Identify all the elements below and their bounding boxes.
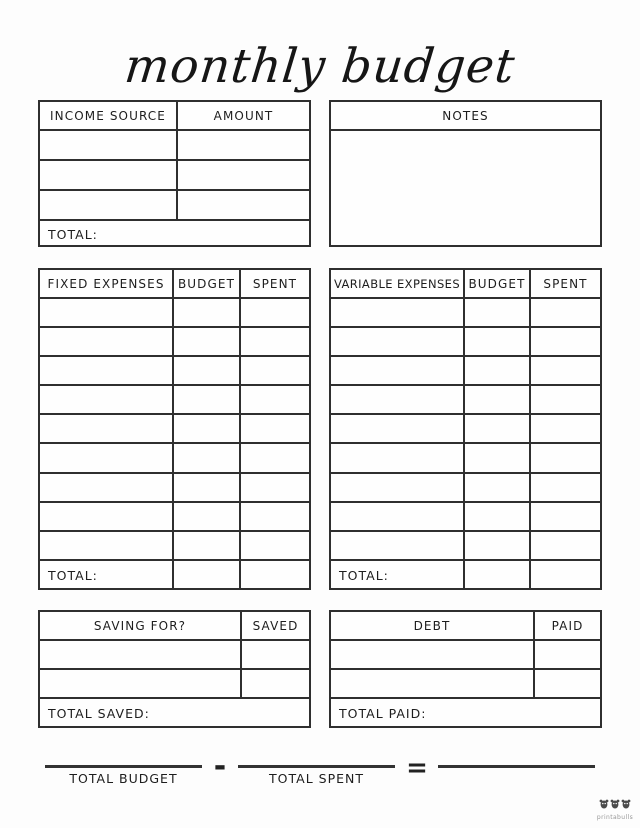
income-row: [39, 190, 310, 220]
variable-total-budget-cell[interactable]: [464, 560, 530, 589]
variable-expense-spent-cell[interactable]: [530, 443, 601, 472]
fixed-expense-budget-cell[interactable]: [173, 327, 240, 356]
income-table: [38, 100, 311, 245]
variable-expense-name-cell[interactable]: [330, 443, 464, 472]
income-amount-header: AMOUNT: [177, 101, 310, 130]
fixed-expense-spent-cell[interactable]: [240, 473, 310, 502]
total-spent-group: [238, 752, 395, 786]
total-budget-blank[interactable]: [45, 752, 202, 768]
fixed-total-spent-cell[interactable]: [240, 560, 310, 589]
income-source-cell[interactable]: [39, 190, 177, 220]
fixed-expense-spent-cell[interactable]: [240, 414, 310, 443]
saving-for-cell[interactable]: [39, 669, 241, 698]
fixed-expense-name-cell[interactable]: [39, 502, 173, 531]
debt-row: [330, 669, 601, 698]
fixed-expense-name-cell[interactable]: [39, 356, 173, 385]
variable-expense-spent-cell[interactable]: [530, 531, 601, 560]
variable-expense-row: [330, 531, 601, 560]
fixed-expense-budget-cell[interactable]: [173, 298, 240, 327]
variable-expense-budget-cell[interactable]: [464, 356, 530, 385]
fixed-expense-name-cell[interactable]: [39, 298, 173, 327]
fixed-expenses-header: FIXED EXPENSES: [39, 269, 173, 298]
variable-expense-name-cell[interactable]: [330, 298, 464, 327]
paid-header: PAID: [534, 611, 601, 640]
variable-budget-header: BUDGET: [464, 269, 530, 298]
fixed-expense-row: [39, 356, 310, 385]
fixed-expense-row: [39, 531, 310, 560]
variable-expense-budget-cell[interactable]: [464, 385, 530, 414]
variable-expense-spent-cell[interactable]: [530, 414, 601, 443]
fixed-expense-row: [39, 473, 310, 502]
fixed-expense-spent-cell[interactable]: [240, 298, 310, 327]
fixed-total-label-cell: [39, 560, 173, 589]
variable-expense-budget-cell[interactable]: [464, 443, 530, 472]
variable-expenses-header: VARIABLE EXPENSES: [330, 269, 464, 298]
income-total-label: TOTAL:: [48, 226, 98, 242]
income-source-header: INCOME SOURCE: [39, 101, 177, 130]
total-budget-label: TOTAL BUDGET: [69, 771, 178, 786]
savings-row: [39, 669, 310, 698]
variable-expense-spent-cell[interactable]: [530, 385, 601, 414]
fixed-expense-budget-cell[interactable]: [173, 385, 240, 414]
saved-amount-cell[interactable]: [241, 669, 310, 698]
fixed-expense-name-cell[interactable]: [39, 473, 173, 502]
fixed-expense-row: [39, 298, 310, 327]
variable-expense-budget-cell[interactable]: [464, 327, 530, 356]
fixed-expense-row: [39, 414, 310, 443]
fixed-expense-budget-cell[interactable]: [173, 443, 240, 472]
variable-expense-row: [330, 473, 601, 502]
minus-operator: -: [213, 749, 227, 784]
total-saved-label: TOTAL SAVED:: [48, 706, 150, 721]
fixed-expense-budget-cell[interactable]: [173, 356, 240, 385]
notes-body-cell[interactable]: [330, 130, 601, 246]
savings-table: [38, 610, 311, 727]
fixed-total-budget-cell[interactable]: [173, 560, 240, 589]
debt-row: [330, 640, 601, 669]
fixed-expense-spent-cell[interactable]: [240, 356, 310, 385]
page-title: monthly budget: [122, 39, 518, 95]
fixed-expense-budget-cell[interactable]: [173, 531, 240, 560]
printabulls-logo: [596, 795, 634, 821]
variable-expense-spent-cell[interactable]: [530, 356, 601, 385]
income-amount-cell[interactable]: [177, 130, 310, 160]
fixed-expense-spent-cell[interactable]: [240, 531, 310, 560]
paid-amount-cell[interactable]: [534, 669, 601, 698]
variable-expense-budget-cell[interactable]: [464, 473, 530, 502]
total-paid-cell[interactable]: [330, 698, 601, 727]
debt-header: DEBT: [330, 611, 534, 640]
notes-header: NOTES: [330, 101, 601, 130]
variable-expense-name-cell[interactable]: [330, 531, 464, 560]
fixed-expense-row: [39, 385, 310, 414]
notes-box: [329, 100, 602, 245]
total-spent-blank[interactable]: [238, 752, 395, 768]
income-source-cell[interactable]: [39, 130, 177, 160]
variable-expense-name-cell[interactable]: [330, 356, 464, 385]
total-budget-group: [45, 752, 202, 786]
fixed-expense-spent-cell[interactable]: [240, 385, 310, 414]
variable-expense-spent-cell[interactable]: [530, 473, 601, 502]
variable-expense-name-cell[interactable]: [330, 502, 464, 531]
variable-spent-header: SPENT: [530, 269, 601, 298]
fixed-expense-spent-cell[interactable]: [240, 443, 310, 472]
fixed-expense-name-cell[interactable]: [39, 414, 173, 443]
fixed-spent-header: SPENT: [240, 269, 310, 298]
variable-total-label: TOTAL:: [339, 567, 389, 583]
income-source-cell[interactable]: [39, 160, 177, 190]
fixed-expense-spent-cell[interactable]: [240, 502, 310, 531]
debt-name-cell[interactable]: [330, 640, 534, 669]
saved-amount-cell[interactable]: [241, 640, 310, 669]
saved-header: SAVED: [241, 611, 310, 640]
variable-expense-name-cell[interactable]: [330, 414, 464, 443]
debt-name-cell[interactable]: [330, 669, 534, 698]
variable-expense-spent-cell[interactable]: [530, 502, 601, 531]
variable-total-spent-cell[interactable]: [530, 560, 601, 589]
variable-expense-name-cell[interactable]: [330, 473, 464, 502]
logo-text: printabulls: [596, 814, 634, 821]
fixed-expense-budget-cell[interactable]: [173, 414, 240, 443]
variable-expense-row: [330, 298, 601, 327]
total-spent-label: TOTAL SPENT: [269, 771, 364, 786]
result-group: [438, 752, 595, 768]
variable-expense-spent-cell[interactable]: [530, 298, 601, 327]
total-paid-label: TOTAL PAID:: [339, 706, 427, 721]
saving-for-header: SAVING FOR?: [39, 611, 241, 640]
variable-expense-name-cell[interactable]: [330, 385, 464, 414]
income-row: [39, 160, 310, 190]
fixed-expense-budget-cell[interactable]: [173, 473, 240, 502]
debt-table: [329, 610, 602, 727]
income-total-cell[interactable]: [39, 220, 310, 246]
fixed-expense-row: [39, 327, 310, 356]
variable-expense-budget-cell[interactable]: [464, 414, 530, 443]
equals-operator: =: [406, 753, 427, 783]
variable-expense-row: [330, 502, 601, 531]
income-amount-cell[interactable]: [177, 190, 310, 220]
fixed-expenses-table: [38, 268, 311, 590]
savings-row: [39, 640, 310, 669]
variable-expense-name-cell[interactable]: [330, 327, 464, 356]
variable-expense-row: [330, 327, 601, 356]
income-row: [39, 130, 310, 160]
variable-expenses-table: [329, 268, 602, 590]
variable-expense-row: [330, 356, 601, 385]
fixed-budget-header: BUDGET: [173, 269, 240, 298]
fixed-expense-name-cell[interactable]: [39, 443, 173, 472]
saving-for-cell[interactable]: [39, 640, 241, 669]
variable-expense-row: [330, 414, 601, 443]
bulls-icon: [599, 795, 631, 814]
income-amount-cell[interactable]: [177, 160, 310, 190]
variable-total-label-cell: [330, 560, 464, 589]
budget-summary-formula: [45, 749, 595, 786]
fixed-expense-budget-cell[interactable]: [173, 502, 240, 531]
variable-expense-spent-cell[interactable]: [530, 327, 601, 356]
fixed-expense-row: [39, 443, 310, 472]
fixed-expense-row: [39, 502, 310, 531]
variable-expense-budget-cell[interactable]: [464, 531, 530, 560]
fixed-total-label: TOTAL:: [48, 567, 98, 583]
variable-expense-row: [330, 443, 601, 472]
variable-expense-row: [330, 385, 601, 414]
fixed-expense-name-cell[interactable]: [39, 385, 173, 414]
result-blank[interactable]: [438, 752, 595, 768]
variable-expense-budget-cell[interactable]: [464, 298, 530, 327]
variable-expense-budget-cell[interactable]: [464, 502, 530, 531]
paid-amount-cell[interactable]: [534, 640, 601, 669]
fixed-expense-spent-cell[interactable]: [240, 327, 310, 356]
fixed-expense-name-cell[interactable]: [39, 531, 173, 560]
fixed-expense-name-cell[interactable]: [39, 327, 173, 356]
total-saved-cell[interactable]: [39, 698, 310, 727]
